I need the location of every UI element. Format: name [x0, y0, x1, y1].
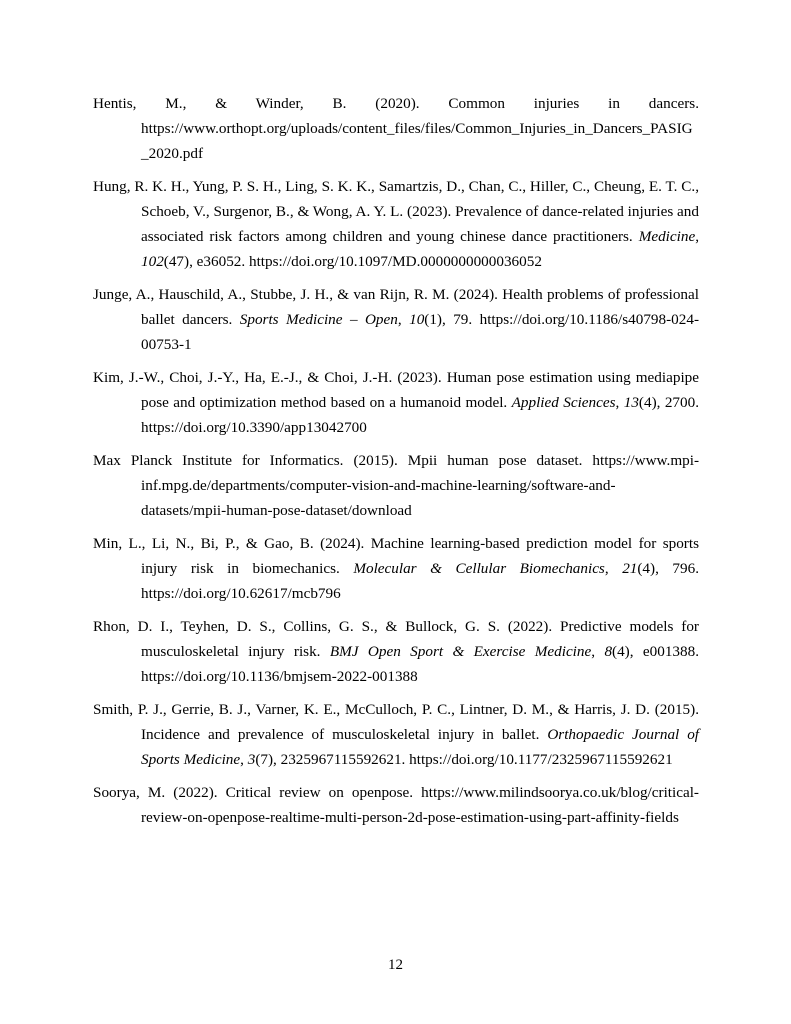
reference-text: (4), 2700. https://doi.org/10.3390/app13042700 [141, 394, 699, 436]
reference-text: , [695, 228, 699, 245]
reference-text: Min, L., Li, N., Bi, P., & Gao, B. (2024). Machine learning-based prediction model for sports injury risk in biomechanics. [93, 535, 699, 577]
reference-italic-text: Sports Medicine – Open [239, 311, 398, 328]
reference-text: Soorya, M. (2022). Critical review on openpose. https://www.milindsoorya.co.uk/blog/critical-review-on-openpose-realtime-multi-person-2d-pose-estimation-using-part-affinity-fields [93, 784, 699, 826]
reference-italic-text: 21 [622, 560, 638, 577]
reference-italic-text: Medicine [638, 228, 696, 245]
reference-entry [93, 448, 699, 523]
reference-entry [93, 365, 699, 440]
reference-text: (1), 79. https://doi.org/10.1186/s40798-024-00753-1 [141, 311, 700, 353]
reference-italic-text: Applied Sciences [511, 394, 616, 411]
reference-entry [93, 91, 699, 166]
reference-entry [93, 282, 699, 357]
reference-text: , [591, 643, 605, 660]
reference-italic-text: 13 [623, 394, 639, 411]
reference-italic-text: 8 [604, 643, 613, 660]
reference-text: , [397, 311, 410, 328]
reference-entry [93, 614, 699, 689]
reference-text: Smith, P. J., Gerrie, B. J., Varner, K. E., McCulloch, P. C., Lintner, D. M., & Harris, J. D. (2015). Incidence and prevalence of musculoskeletal injury in ballet. [93, 701, 699, 743]
reference-text: Junge, A., Hauschild, A., Stubbe, J. H., & van Rijn, R. M. (2024). Health problems of professional ballet dancers. [93, 286, 699, 328]
reference-text: (7), 2325967115592621. https://doi.org/10.1177/2325967115592621 [255, 751, 673, 768]
reference-italic-text: 102 [141, 253, 164, 270]
reference-text: , [604, 560, 623, 577]
reference-text: Max Planck Institute for Informatics. (2015). Mpii human pose dataset. https://www.mpi-inf.mpg.de/departments/computer-vision-and-machine-learning/software-and-datasets/mpii-human-pose-dataset/download [93, 452, 699, 519]
reference-text: (4), e001388. https://doi.org/10.1136/bmjsem-2022-001388 [141, 643, 700, 685]
reference-entry [93, 531, 699, 606]
reference-text: Kim, J.-W., Choi, J.-Y., Ha, E.-J., & Choi, J.-H. (2023). Human pose estimation using mediapipe pose and optimization method based on a humanoid model. [93, 369, 699, 411]
reference-entry [93, 174, 699, 274]
reference-text: Hentis, M., & Winder, B. (2020). Common injuries in dancers. https://www.orthopt.org/uploads/content_files/files/Common_Injuries_in_Dancers_PASIG_2020.pdf [93, 95, 699, 162]
reference-italic-text: BMJ Open Sport & Exercise Medicine [329, 643, 592, 660]
reference-entry [93, 697, 699, 772]
reference-list [93, 91, 699, 838]
reference-italic-text: Orthopaedic Journal of Sports Medicine [141, 726, 700, 768]
reference-italic-text: 10 [409, 311, 425, 328]
reference-italic-text: Molecular & Cellular Biomechanics [353, 560, 605, 577]
reference-text: , [615, 394, 624, 411]
reference-text: Hung, R. K. H., Yung, P. S. H., Ling, S. K. K., Samartzis, D., Chan, C., Hiller, C., Cheung, E. T. C., Schoeb, V., Surgenor, B., & Wong, A. Y. L. (2023). Prevalence of dance-related injuries and associated risk factors among children and young chinese dance practitioners. [93, 178, 699, 245]
reference-text: (47), e36052. https://doi.org/10.1097/MD.0000000000036052 [163, 253, 542, 270]
reference-entry [93, 780, 699, 830]
reference-text: (4), 796. https://doi.org/10.62617/mcb796 [141, 560, 699, 602]
reference-text: , [240, 751, 248, 768]
page-number: 12 [388, 957, 403, 973]
reference-italic-text: 3 [247, 751, 256, 768]
reference-text: Rhon, D. I., Teyhen, D. S., Collins, G. S., & Bullock, G. S. (2022). Predictive models for musculoskeletal injury risk. [93, 618, 699, 660]
